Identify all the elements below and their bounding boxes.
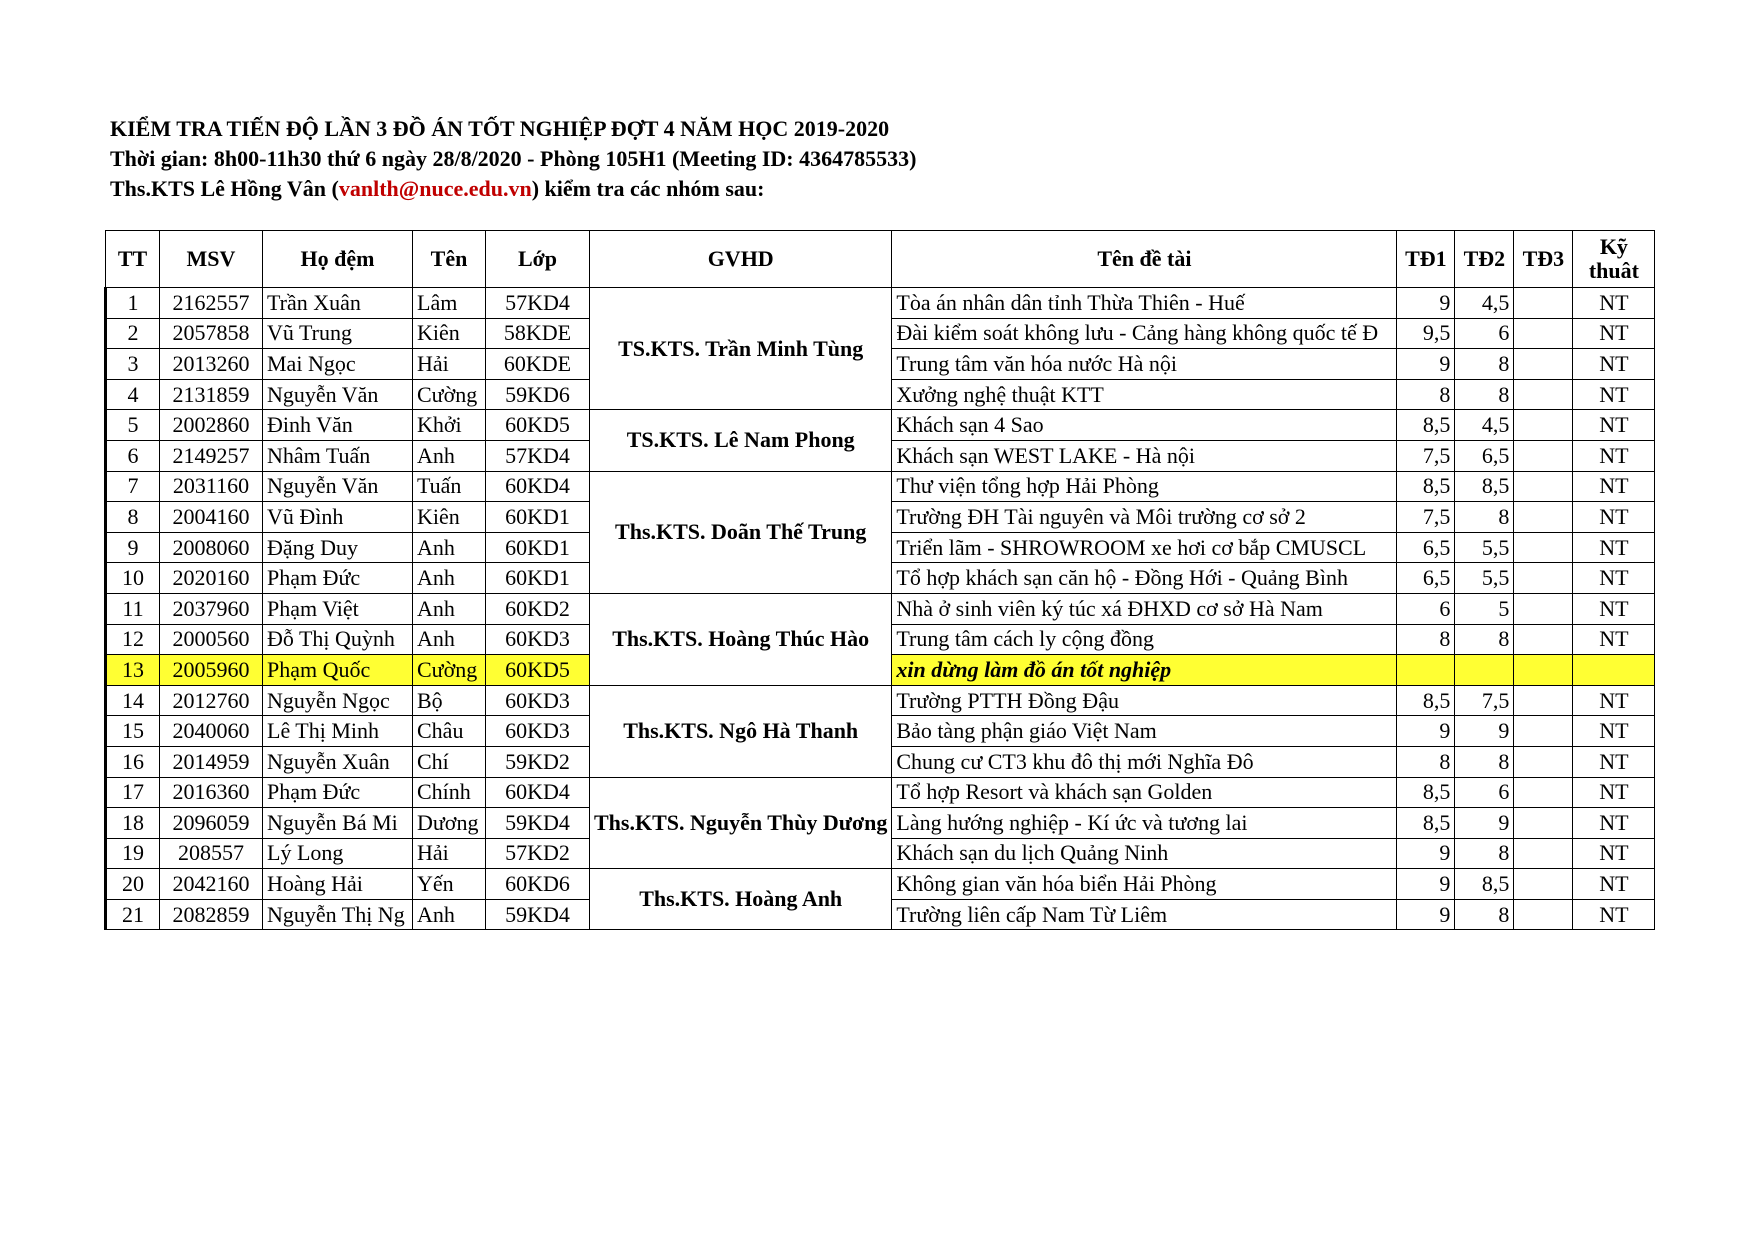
cell-gvhd: TS.KTS. Lê Nam Phong: [590, 410, 892, 471]
cell-ho-dem: Phạm Việt: [263, 593, 413, 624]
cell-gvhd: Ths.KTS. Ngô Hà Thanh: [590, 685, 892, 777]
cell-td1: 8: [1397, 379, 1455, 410]
cell-msv: 2020160: [160, 563, 263, 594]
cell-ky-thuat: NT: [1573, 838, 1655, 869]
cell-lop: 60KDE: [486, 349, 590, 380]
cell-td1: 9: [1397, 288, 1455, 319]
cell-lop: 59KD2: [486, 746, 590, 777]
cell-ten: Tuấn: [413, 471, 486, 502]
cell-td2: 8: [1455, 899, 1514, 930]
cell-td1: 9,5: [1397, 318, 1455, 349]
cell-td3: [1514, 685, 1573, 716]
cell-td1: 6: [1397, 593, 1455, 624]
cell-msv: 2008060: [160, 532, 263, 563]
cell-lop: 60KD3: [486, 624, 590, 655]
cell-ho-dem: Hoàng Hải: [263, 869, 413, 900]
col-header-gvhd: GVHD: [590, 231, 892, 288]
cell-tt: 11: [106, 593, 160, 624]
cell-td3: [1514, 838, 1573, 869]
cell-ten: Hải: [413, 349, 486, 380]
cell-ho-dem: Phạm Quốc: [263, 655, 413, 686]
cell-tt: 1: [106, 288, 160, 319]
col-header-topic: Tên đề tài: [892, 231, 1397, 288]
cell-td3: [1514, 655, 1573, 686]
cell-topic: Tổ hợp Resort và khách sạn Golden: [892, 777, 1397, 808]
cell-ten: Hải: [413, 838, 486, 869]
cell-msv: 2005960: [160, 655, 263, 686]
table-header-row: [106, 231, 1655, 288]
cell-lop: 59KD6: [486, 379, 590, 410]
cell-ten: Khởi: [413, 410, 486, 441]
table-body: [106, 288, 1655, 930]
cell-ho-dem: Nguyễn Ngọc: [263, 685, 413, 716]
cell-msv: 2057858: [160, 318, 263, 349]
cell-td1: 8,5: [1397, 685, 1455, 716]
cell-ky-thuat: NT: [1573, 379, 1655, 410]
cell-ho-dem: Trần Xuân: [263, 288, 413, 319]
cell-td1: [1397, 655, 1455, 686]
cell-ten: Châu: [413, 716, 486, 747]
col-header-ho-dem: Họ đệm: [263, 231, 413, 288]
cell-msv: 2031160: [160, 471, 263, 502]
cell-topic: Trường PTTH Đồng Đậu: [892, 685, 1397, 716]
cell-lop: 60KD5: [486, 410, 590, 441]
cell-msv: 2016360: [160, 777, 263, 808]
cell-ky-thuat: NT: [1573, 624, 1655, 655]
cell-lop: 57KD4: [486, 288, 590, 319]
schedule-line: Thời gian: 8h00-11h30 thứ 6 ngày 28/8/2020 - Phòng 105H1 (Meeting ID: 4364785533): [110, 146, 917, 171]
cell-tt: 6: [106, 440, 160, 471]
cell-ky-thuat: NT: [1573, 440, 1655, 471]
col-header-ky-thuat: Kỹ thuât: [1573, 231, 1655, 288]
cell-lop: 60KD4: [486, 777, 590, 808]
cell-lop: 60KD1: [486, 502, 590, 533]
cell-ten: Anh: [413, 899, 486, 930]
cell-ky-thuat: [1573, 655, 1655, 686]
cell-td3: [1514, 563, 1573, 594]
cell-msv: 2000560: [160, 624, 263, 655]
cell-ho-dem: Nhâm Tuấn: [263, 440, 413, 471]
cell-tt: 14: [106, 685, 160, 716]
cell-tt: 13: [106, 655, 160, 686]
cell-td1: 9: [1397, 349, 1455, 380]
cell-msv: 2162557: [160, 288, 263, 319]
cell-td3: [1514, 808, 1573, 839]
cell-ten: Anh: [413, 624, 486, 655]
cell-td1: 9: [1397, 716, 1455, 747]
cell-ho-dem: Lê Thị Minh: [263, 716, 413, 747]
cell-lop: 60KD3: [486, 685, 590, 716]
cell-td2: 5,5: [1455, 563, 1514, 594]
col-header-td2: TĐ2: [1455, 231, 1514, 288]
cell-ho-dem: Mai Ngọc: [263, 349, 413, 380]
cell-td3: [1514, 869, 1573, 900]
cell-td1: 9: [1397, 838, 1455, 869]
cell-lop: 57KD2: [486, 838, 590, 869]
cell-msv: 2042160: [160, 869, 263, 900]
cell-td2: 8: [1455, 502, 1514, 533]
cell-msv: 2040060: [160, 716, 263, 747]
cell-ky-thuat: NT: [1573, 288, 1655, 319]
cell-td3: [1514, 349, 1573, 380]
cell-tt: 12: [106, 624, 160, 655]
cell-ho-dem: Đỗ Thị Quỳnh: [263, 624, 413, 655]
cell-td2: 8: [1455, 838, 1514, 869]
cell-ky-thuat: NT: [1573, 899, 1655, 930]
cell-ky-thuat: NT: [1573, 869, 1655, 900]
cell-ky-thuat: NT: [1573, 563, 1655, 594]
table-row: [106, 777, 1655, 808]
col-header-msv: MSV: [160, 231, 263, 288]
cell-msv: 2013260: [160, 349, 263, 380]
cell-td1: 6,5: [1397, 532, 1455, 563]
cell-topic: Đài kiểm soát không lưu - Cảng hàng không quốc tế Đ: [892, 318, 1397, 349]
cell-topic: Bảo tàng phận giáo Việt Nam: [892, 716, 1397, 747]
cell-lop: 60KD6: [486, 869, 590, 900]
cell-msv: 2096059: [160, 808, 263, 839]
cell-ho-dem: Vũ Đình: [263, 502, 413, 533]
examiner-line: [110, 174, 916, 204]
document-title: KIỂM TRA TIẾN ĐỘ LẦN 3 ĐỒ ÁN TỐT NGHIỆP ĐỢT 4 NĂM HỌC 2019-2020: [110, 116, 890, 141]
cell-tt: 2: [106, 318, 160, 349]
cell-lop: 59KD4: [486, 808, 590, 839]
cell-tt: 19: [106, 838, 160, 869]
cell-ky-thuat: NT: [1573, 716, 1655, 747]
cell-ten: Lâm: [413, 288, 486, 319]
cell-ky-thuat: NT: [1573, 746, 1655, 777]
cell-td1: 8,5: [1397, 471, 1455, 502]
cell-td2: 6: [1455, 318, 1514, 349]
cell-gvhd: Ths.KTS. Hoàng Anh: [590, 869, 892, 930]
table-row: [106, 471, 1655, 502]
cell-topic: Trường ĐH Tài nguyên và Môi trường cơ sở 2: [892, 502, 1397, 533]
cell-td1: 7,5: [1397, 502, 1455, 533]
cell-msv: 2149257: [160, 440, 263, 471]
cell-ten: Kiên: [413, 502, 486, 533]
document-header: [110, 114, 916, 204]
cell-ten: Bộ: [413, 685, 486, 716]
cell-td1: 8: [1397, 624, 1455, 655]
cell-ten: Cường: [413, 655, 486, 686]
cell-topic: Nhà ở sinh viên ký túc xá ĐHXD cơ sở Hà Nam: [892, 593, 1397, 624]
cell-tt: 17: [106, 777, 160, 808]
examiner-prefix: Ths.KTS Lê Hồng Vân (: [110, 176, 339, 201]
cell-ky-thuat: NT: [1573, 410, 1655, 441]
cell-topic: Không gian văn hóa biển Hải Phòng: [892, 869, 1397, 900]
cell-topic: Tòa án nhân dân tỉnh Thừa Thiên - Huế: [892, 288, 1397, 319]
cell-topic: Chung cư CT3 khu đô thị mới Nghĩa Đô: [892, 746, 1397, 777]
cell-msv: 208557: [160, 838, 263, 869]
cell-td2: 5: [1455, 593, 1514, 624]
cell-td2: 8: [1455, 746, 1514, 777]
cell-ho-dem: Phạm Đức: [263, 777, 413, 808]
cell-ten: Anh: [413, 440, 486, 471]
progress-table: [104, 230, 1655, 930]
cell-td3: [1514, 471, 1573, 502]
cell-ten: Anh: [413, 532, 486, 563]
cell-td2: 9: [1455, 808, 1514, 839]
cell-gvhd: Ths.KTS. Doãn Thế Trung: [590, 471, 892, 593]
cell-td2: 8: [1455, 379, 1514, 410]
cell-lop: 60KD4: [486, 471, 590, 502]
cell-td2: 8,5: [1455, 471, 1514, 502]
cell-td2: 6: [1455, 777, 1514, 808]
cell-ho-dem: Phạm Đức: [263, 563, 413, 594]
cell-msv: 2002860: [160, 410, 263, 441]
table-row: [106, 869, 1655, 900]
cell-lop: 60KD1: [486, 532, 590, 563]
col-header-lop: Lớp: [486, 231, 590, 288]
cell-td3: [1514, 379, 1573, 410]
cell-topic: Triển lãm - SHROWROOM xe hơi cơ bắp CMUSCL: [892, 532, 1397, 563]
cell-topic: Khách sạn 4 Sao: [892, 410, 1397, 441]
cell-ten: Dương: [413, 808, 486, 839]
cell-msv: 2014959: [160, 746, 263, 777]
cell-td1: 9: [1397, 869, 1455, 900]
cell-tt: 18: [106, 808, 160, 839]
cell-gvhd: Ths.KTS. Hoàng Thúc Hào: [590, 593, 892, 685]
cell-td1: 8,5: [1397, 410, 1455, 441]
cell-lop: 59KD4: [486, 899, 590, 930]
cell-lop: 60KD1: [486, 563, 590, 594]
cell-ho-dem: Nguyễn Văn: [263, 471, 413, 502]
cell-tt: 16: [106, 746, 160, 777]
cell-td3: [1514, 410, 1573, 441]
cell-ten: Cường: [413, 379, 486, 410]
cell-ho-dem: Đặng Duy: [263, 532, 413, 563]
cell-ky-thuat: NT: [1573, 593, 1655, 624]
cell-td2: 8: [1455, 624, 1514, 655]
cell-ho-dem: Đinh Văn: [263, 410, 413, 441]
cell-ky-thuat: NT: [1573, 502, 1655, 533]
cell-tt: 7: [106, 471, 160, 502]
cell-msv: 2037960: [160, 593, 263, 624]
cell-td2: 8: [1455, 349, 1514, 380]
table-row: [106, 593, 1655, 624]
cell-tt: 21: [106, 899, 160, 930]
cell-msv: 2012760: [160, 685, 263, 716]
cell-ho-dem: Nguyễn Thị Ng: [263, 899, 413, 930]
cell-ho-dem: Lý Long: [263, 838, 413, 869]
cell-td2: [1455, 655, 1514, 686]
cell-lop: 60KD2: [486, 593, 590, 624]
cell-td3: [1514, 440, 1573, 471]
cell-td2: 4,5: [1455, 410, 1514, 441]
cell-ten: Anh: [413, 593, 486, 624]
cell-tt: 10: [106, 563, 160, 594]
cell-ho-dem: Nguyễn Bá Mi: [263, 808, 413, 839]
cell-td3: [1514, 288, 1573, 319]
cell-td3: [1514, 746, 1573, 777]
cell-tt: 8: [106, 502, 160, 533]
col-header-tt: TT: [106, 231, 160, 288]
cell-td3: [1514, 502, 1573, 533]
cell-msv: 2131859: [160, 379, 263, 410]
cell-tt: 9: [106, 532, 160, 563]
cell-gvhd: TS.KTS. Trần Minh Tùng: [590, 288, 892, 410]
cell-gvhd: Ths.KTS. Nguyễn Thùy Dương: [590, 777, 892, 869]
cell-td2: 9: [1455, 716, 1514, 747]
cell-ky-thuat: NT: [1573, 318, 1655, 349]
cell-msv: 2082859: [160, 899, 263, 930]
col-header-td1: TĐ1: [1397, 231, 1455, 288]
cell-ky-thuat: NT: [1573, 685, 1655, 716]
cell-tt: 15: [106, 716, 160, 747]
examiner-email-link[interactable]: vanlth@nuce.edu.vn: [338, 176, 532, 201]
cell-ho-dem: Nguyễn Xuân: [263, 746, 413, 777]
cell-td1: 8,5: [1397, 777, 1455, 808]
cell-lop: 58KDE: [486, 318, 590, 349]
cell-td3: [1514, 318, 1573, 349]
cell-topic: Thư viện tổng hợp Hải Phòng: [892, 471, 1397, 502]
cell-topic: Trường liên cấp Nam Từ Liêm: [892, 899, 1397, 930]
cell-lop: 60KD5: [486, 655, 590, 686]
cell-td2: 7,5: [1455, 685, 1514, 716]
table-row: [106, 410, 1655, 441]
cell-ho-dem: Vũ Trung: [263, 318, 413, 349]
cell-td3: [1514, 624, 1573, 655]
cell-ten: Chính: [413, 777, 486, 808]
cell-topic-note: xin dừng làm đồ án tốt nghiệp: [892, 655, 1397, 686]
col-header-ten: Tên: [413, 231, 486, 288]
cell-tt: 3: [106, 349, 160, 380]
cell-topic: Trung tâm văn hóa nước Hà nội: [892, 349, 1397, 380]
cell-ten: Kiên: [413, 318, 486, 349]
cell-topic: Khách sạn WEST LAKE - Hà nội: [892, 440, 1397, 471]
cell-td3: [1514, 777, 1573, 808]
cell-topic: Khách sạn du lịch Quảng Ninh: [892, 838, 1397, 869]
cell-td1: 9: [1397, 899, 1455, 930]
cell-topic: Xưởng nghệ thuật KTT: [892, 379, 1397, 410]
cell-td3: [1514, 593, 1573, 624]
col-header-td3: TĐ3: [1514, 231, 1573, 288]
cell-tt: 5: [106, 410, 160, 441]
table-row: [106, 685, 1655, 716]
cell-td1: 6,5: [1397, 563, 1455, 594]
cell-td1: 8,5: [1397, 808, 1455, 839]
cell-td3: [1514, 899, 1573, 930]
cell-tt: 4: [106, 379, 160, 410]
cell-ky-thuat: NT: [1573, 471, 1655, 502]
table-row: [106, 288, 1655, 319]
cell-td1: 7,5: [1397, 440, 1455, 471]
cell-ten: Anh: [413, 563, 486, 594]
cell-ten: Chí: [413, 746, 486, 777]
cell-tt: 20: [106, 869, 160, 900]
cell-ky-thuat: NT: [1573, 349, 1655, 380]
cell-msv: 2004160: [160, 502, 263, 533]
cell-topic: Làng hướng nghiệp - Kí ức và tương lai: [892, 808, 1397, 839]
cell-td2: 4,5: [1455, 288, 1514, 319]
examiner-suffix: ) kiểm tra các nhóm sau:: [531, 176, 765, 201]
cell-topic: Trung tâm cách ly cộng đồng: [892, 624, 1397, 655]
cell-td2: 8,5: [1455, 869, 1514, 900]
cell-td3: [1514, 716, 1573, 747]
cell-td3: [1514, 532, 1573, 563]
cell-ten: Yến: [413, 869, 486, 900]
cell-td2: 6,5: [1455, 440, 1514, 471]
cell-ky-thuat: NT: [1573, 808, 1655, 839]
cell-lop: 60KD3: [486, 716, 590, 747]
cell-lop: 57KD4: [486, 440, 590, 471]
cell-ho-dem: Nguyễn Văn: [263, 379, 413, 410]
cell-td2: 5,5: [1455, 532, 1514, 563]
cell-topic: Tổ hợp khách sạn căn hộ - Đồng Hới - Quảng Bình: [892, 563, 1397, 594]
cell-ky-thuat: NT: [1573, 532, 1655, 563]
cell-td1: 8: [1397, 746, 1455, 777]
cell-ky-thuat: NT: [1573, 777, 1655, 808]
